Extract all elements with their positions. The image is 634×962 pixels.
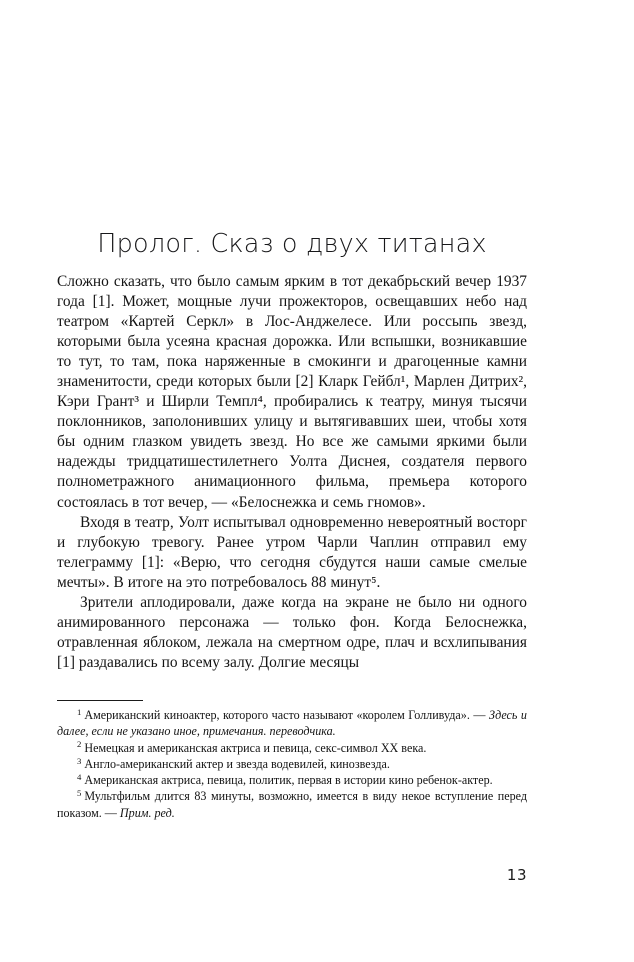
body-text-column [57, 272, 527, 673]
footnote-text: Англо-американский актер и звезда водевилей, кинозвезда. [84, 756, 390, 771]
footnote-marker: 1 [77, 706, 82, 717]
footnote-text: Мультфильм длится 83 минуты, возможно, имеется в виду некое вступление перед показом. — [57, 789, 527, 820]
footnote-item [57, 772, 527, 788]
footnote-marker: 5 [77, 788, 82, 799]
footnote-section [57, 700, 527, 821]
page-number: 13 [506, 866, 527, 884]
footnote-item [57, 756, 527, 772]
footnote-item [57, 707, 527, 740]
body-paragraph: Входя в театр, Уолт испытывал одновременно невероятный восторг и глубокую тревогу. Ранее утром Чарли Чаплин отправил ему телеграмму [1]: «Верю, что сегодня сбудутся наши самые смелые мечты». В итоге на это потребовалось 88 минут⁵. [57, 513, 527, 591]
footnote-text: Американский киноактер, которого часто называют «королем Голливуда». — [84, 708, 489, 722]
footnote-separator-rule [57, 700, 143, 701]
footnote-marker: 4 [77, 771, 82, 782]
footnote-italic-note: Здесь и далее, если не указано иное, примечания. переводчика. [57, 708, 527, 739]
footnote-item [57, 788, 527, 821]
body-paragraph: Сложно сказать, что было самым ярким в тот декабрьский вечер 1937 года [1]. Может, мощные лучи прожекторов, освещавших небо над театром «Картей Серкл» в Лос-Анджелесе. Или россыпь звезд, которыми была усеяна красная дорожка. Или вспышки, возникавшие то тут, то там, пока наряженные в смокинги и драгоценные камни знаменитости, среди которых были [2] Кларк Гейбл¹, Марлен Дитрих², Кэри Грант³ и Ширли Темпл⁴, пробирались к театру, минуя тысячи поклонников, заполонивших улицу и вытягивавших шеи, чтобы хотя бы одним глазком увидеть звезд. Но все же самыми яркими были надежды тридцатишестилетнего Уолта Диснея, создателя первого полнометражного анимационного фильма, премьера которого состоялась в тот вечер, — «Белоснежка и семь гномов». [57, 273, 527, 511]
footnote-item [57, 740, 527, 756]
page-title: Пролог. Сказ о двух титанах [97, 229, 487, 260]
footnote-text: Американская актриса, певица, политик, первая в истории кино ребенок-актер. [84, 773, 493, 788]
footnote-text: Немецкая и американская актриса и певица, секс-символ XX века. [84, 740, 427, 755]
footnote-marker: 3 [77, 755, 82, 766]
footnote-italic-note: Прим. ред. [119, 805, 175, 820]
footnote-marker: 2 [77, 739, 82, 750]
body-paragraph: Зрители аплодировали, даже когда на экране не было ни одного анимированного персонажа — только фон. Когда Белоснежка, отравленная яблоком, лежала на смертном одре, плач и всхлипывания [1] раздавались по всему залу. Долгие месяцы [57, 593, 527, 671]
